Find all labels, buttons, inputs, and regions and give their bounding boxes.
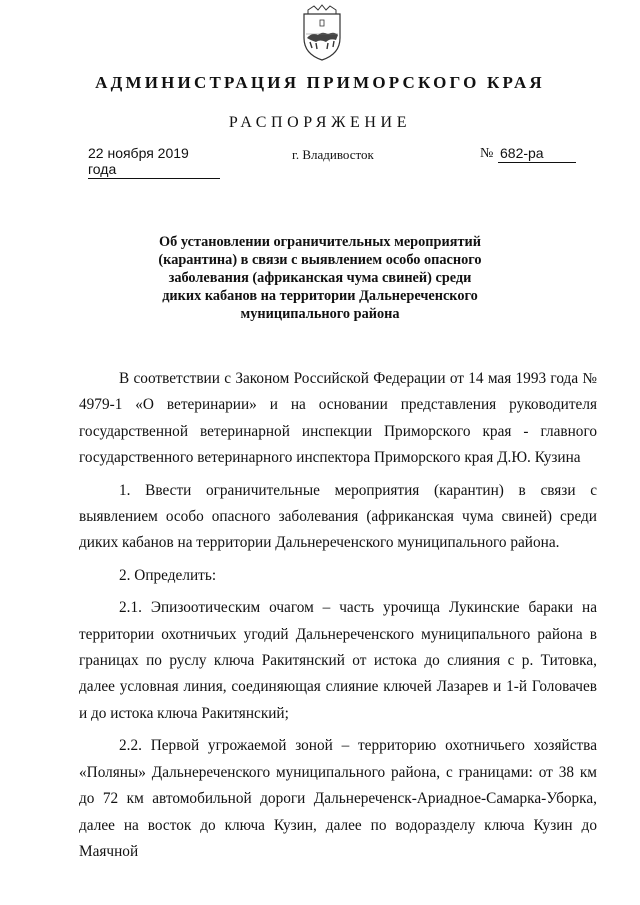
- body-paragraph: 2.1. Эпизоотическим очагом – часть урочища Лукинские бараки на территории охотничьих угодий Дальнереченского муниципального района в границах по руслу ключа Ракитянский от истока до слияния с р. Титовка, далее условная линия, соединяющая слияние ключей Лазарев и 1-й Головачев и до истока ключа Ракитянский;: [79, 599, 597, 722]
- body-paragraph: В соответствии с Законом Российской Федерации от 14 мая 1993 года № 4979-1 «О ветеринарии» и на основании представления руководителя государственной ветеринарной инспекции Приморского края - главного государственного ветеринарного инспектора Приморского края Д.Ю. Кузина: [79, 370, 597, 467]
- document-subject: Об установлении ограничительных мероприятий (карантина) в связи с выявлением особо опасного заболевания (африканская чума свиней) среди диких кабанов на территории Дальнереченского муниципального района: [158, 234, 482, 322]
- document-type: РАСПОРЯЖЕНИЕ: [228, 114, 412, 131]
- body-paragraph: 1. Ввести ограничительные мероприятия (карантин) в связи с выявлением особо опасного заболевания (африканская чума свиней) среди диких кабанов на территории Дальнереченского муниципального района.: [79, 481, 597, 552]
- document-date: 22 ноября 2019 года: [88, 145, 220, 179]
- emblem-icon: [298, 4, 346, 62]
- document-number-sign: №: [480, 146, 494, 161]
- body-paragraph: 2.2. Первой угрожаемой зоной – территорию охотничьего хозяйства «Поляны» Дальнереченского муниципального района, с границами: от 38 км до 72 км автомобильной дороги Дальнереченск-Ариадное-Самарка-Уборка, далее на восток до ключа Кузин, далее по водоразделу ключа Кузин до Маячной: [79, 737, 597, 860]
- document-number: 682-ра: [498, 145, 576, 163]
- organization-name: АДМИНИСТРАЦИЯ ПРИМОРСКОГО КРАЯ: [95, 73, 545, 92]
- document-body: [79, 366, 597, 871]
- body-paragraph: 2. Определить:: [119, 566, 217, 584]
- coat-of-arms-icon: [298, 4, 346, 62]
- document-city: г. Владивосток: [292, 147, 374, 162]
